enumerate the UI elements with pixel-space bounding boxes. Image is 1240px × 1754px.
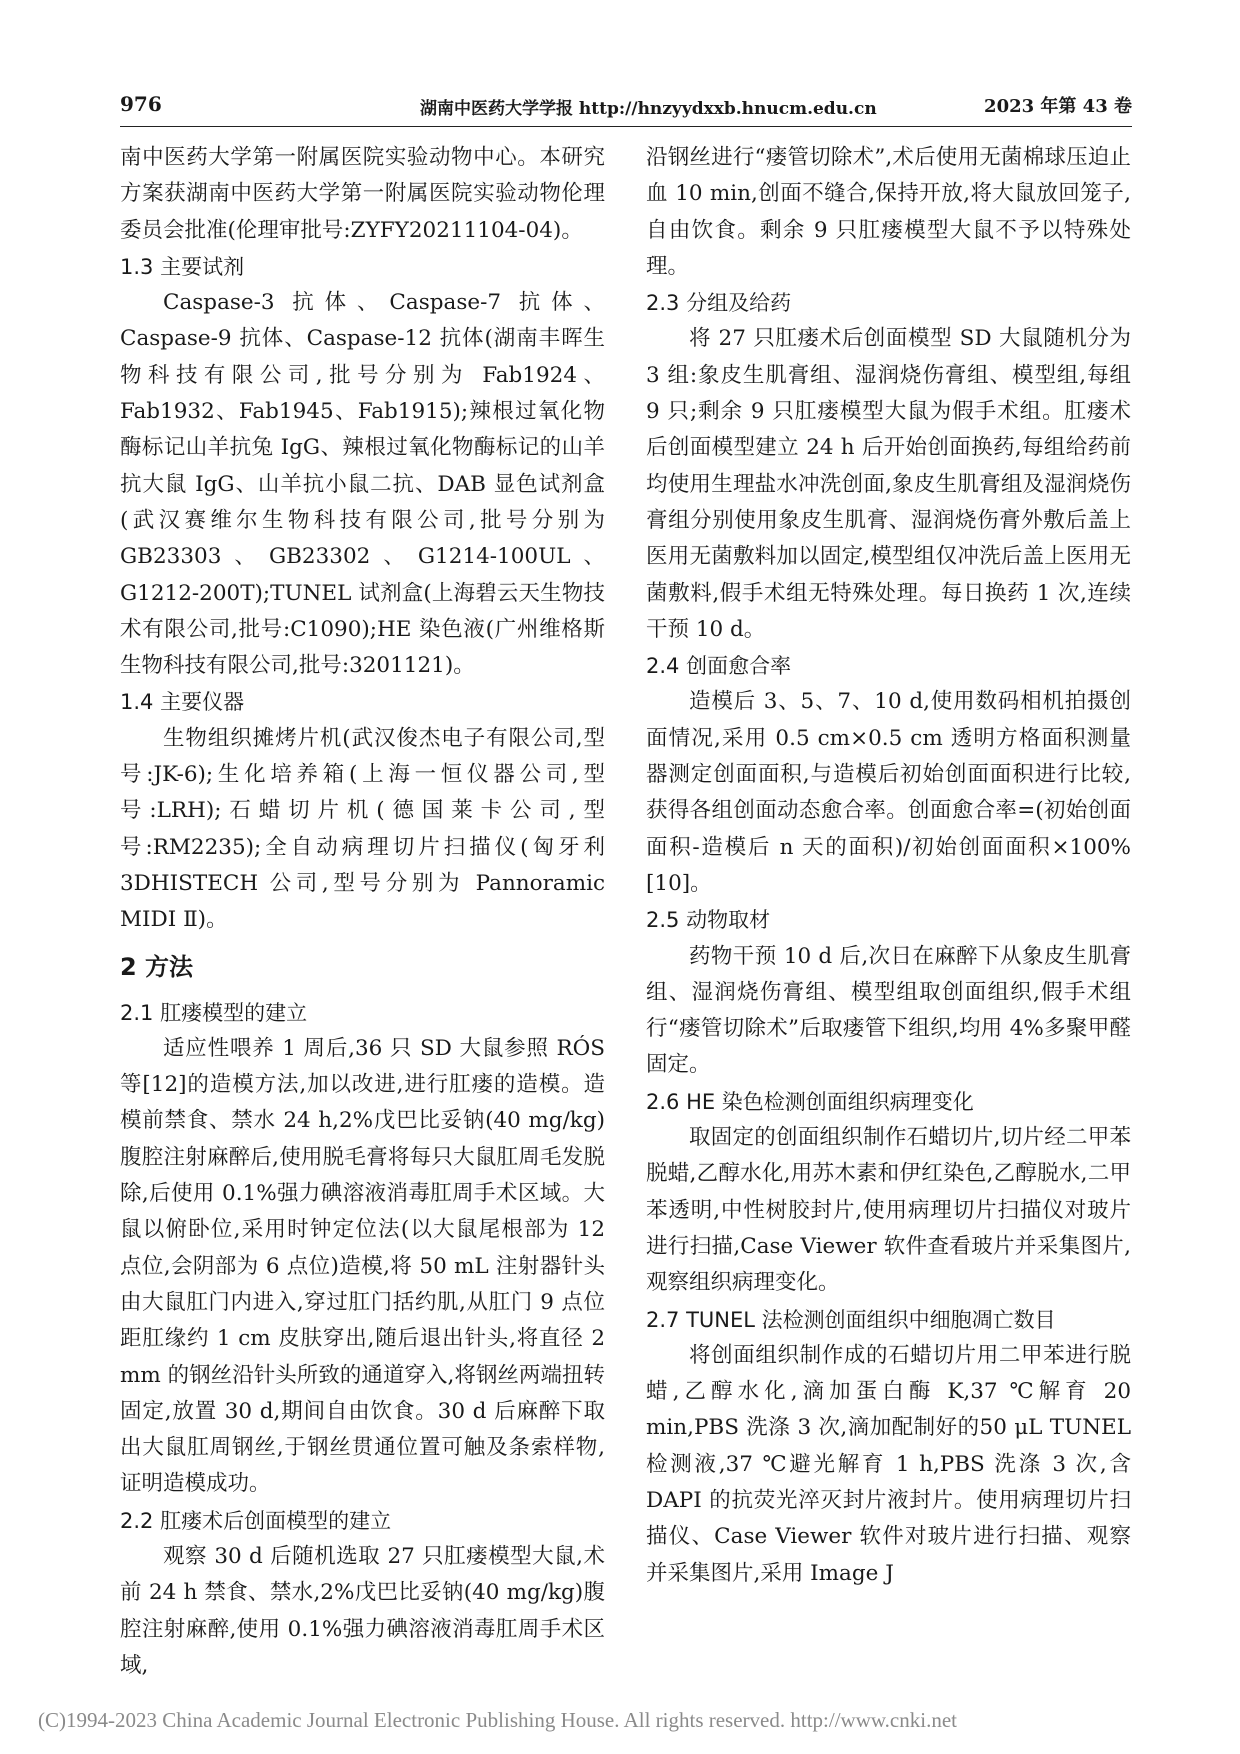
section-heading: 2.7 TUNEL 法检测创面组织中细胞凋亡数目 (646, 1307, 1056, 1332)
section-heading: 1.3 主要试剂 (120, 254, 245, 279)
paragraph: 取固定的创面组织制作石蜡切片,切片经二甲苯脱蜡,乙醇水化,用苏木素和伊红染色,乙醇脱水,二甲苯透明,中性树胶封片,使用病理切片扫描仪对玻片进行扫描,Case Viewer 软件查看玻片并采集图片,观察组织病理变化。 (646, 1125, 1131, 1296)
section-heading: 2.2 肛瘘术后创面模型的建立 (120, 1508, 392, 1533)
header-rule (120, 126, 1132, 127)
section-heading: 2.1 肛瘘模型的建立 (120, 1000, 308, 1025)
paragraph: 药物干预 10 d 后,次日在麻醉下从象皮生肌膏组、湿润烧伤膏组、模型组取创面组织,假手术组行“瘘管切除术”后取瘘管下组织,均用 4%多聚甲醛固定。 (646, 943, 1131, 1078)
paragraph: 生物组织摊烤片机(武汉俊杰电子有限公司,型号:JK-6);生化培养箱(上海一恒仪器公司,型号:LRH);石蜡切片机(德国莱卡公司,型号:RM2235);全自动病理切片扫描仪(匈牙利3DHISTECH 公司,型号分别为 Pannoramic MIDI Ⅱ)。 (120, 725, 605, 933)
paragraph: 观察 30 d 后随机选取 27 只肛瘘模型大鼠,术前 24 h 禁食、禁水,2%戊巴比妥钠(40 mg/kg)腹腔注射麻醉,使用 0.1%强力碘溶液消毒肛周手术区域, (120, 1543, 605, 1678)
section-heading: 2.4 创面愈合率 (646, 654, 792, 679)
section-heading: 2.3 分组及给药 (646, 291, 792, 316)
paragraph: 沿钢丝进行“瘘管切除术”,术后使用无菌棉球压迫止血 10 min,创面不缝合,保持开放,将大鼠放回笼子,自由饮食。剩余 9 只肛瘘模型大鼠不予以特殊处理。 (646, 145, 1131, 279)
right-column (646, 140, 1131, 1592)
paragraph: 造模后 3、5、7、10 d,使用数码相机拍摄创面情况,采用 0.5 cm×0.5 cm 透明方格面积测量器测定创面面积,与造模后初始创面面积进行比较,获得各组创面动态愈合率。创面愈合率=(初始创面面积-造模后 n 天的面积)/初始创面面积×100%[10]。 (646, 689, 1131, 896)
section-heading: 1.4 主要仪器 (120, 690, 245, 715)
paragraph: 适应性喂养 1 周后,36 只 SD 大鼠参照 RÓS 等[12]的造模方法,加以改进,进行肛瘘的造模。造模前禁食、禁水 24 h,2%戊巴比妥钠(40 mg/kg)腹腔注射麻醉后,使用脱毛膏将每只大鼠肛周毛发脱除,后使用 0.1%强力碘溶液消毒肛周手术区域。大鼠以俯卧位,采用时钟定位法(以大鼠尾根部为 12 点位,会阴部为 6 点位)造模,将 50 mL 注射器针头由大鼠肛门内进入,穿过肛门括约肌,从肛门 9 点位距肛缘约 1 cm 皮肤穿出,随后退出针头,将直径 2 mm 的钢丝沿针头所致的通道穿入,将钢丝两端扭转固定,放置 30 d,期间自由饮食。30 d 后麻醉下取出大鼠肛周钢丝,于钢丝贯通位置可触及条索样物,证明造模成功。 (120, 1035, 605, 1497)
page-header (120, 92, 1132, 128)
journal-title: 湖南中医药大学学报 http://hnzyydxxb.hnucm.edu.cn (420, 99, 877, 119)
paragraph: 将创面组织制作成的石蜡切片用二甲苯进行脱蜡,乙醇水化,滴加蛋白酶 K,37 ℃解育 20 min,PBS 洗涤 3 次,滴加配制好的50 μL TUNEL 检测液,37 ℃避光解育 1 h,PBS 洗涤 3 次,含 DAPI 的抗荧光淬灭封片液封片。使用病理切片扫描仪、Case Viewer 软件对玻片进行扫描、观察并采集图片,采用 Image J (646, 1342, 1131, 1586)
section-heading: 2.5 动物取材 (646, 908, 771, 933)
paragraph: Caspase-3 抗体、Caspase-7 抗体、Caspase-9 抗体、Caspase-12 抗体(湖南丰晖生物科技有限公司,批号分别为 Fab1924、Fab1932、Fab1945、Fab1915);辣根过氧化物酶标记山羊抗兔 IgG、辣根过氧化物酶标记的山羊抗大鼠 IgG、山羊抗小鼠二抗、DAB 显色试剂盒(武汉赛维尔生物科技有限公司,批号分别为 GB23303、GB23302、G1214-100UL、G1212-200T);TUNEL 试剂盒(上海碧云天生物技术有限公司,批号:C1090);HE 染色液(广州维格斯生物科技有限公司,批号:3201121)。 (120, 290, 605, 679)
paragraph: 将 27 只肛瘘术后创面模型 SD 大鼠随机分为 3 组:象皮生肌膏组、湿润烧伤膏组、模型组,每组 9 只;剩余 9 只肛瘘模型大鼠为假手术组。肛瘘术后创面模型建立 24 h 后开始创面换药,每组给药前均使用生理盐水冲洗创面,象皮生肌膏组及湿润烧伤膏组分别使用象皮生肌膏、湿润烧伤膏外敷后盖上医用无菌敷料加以固定,模型组仅冲洗后盖上医用无菌敷料,假手术组无特殊处理。每日换药 1 次,连续干预 10 d。 (646, 326, 1131, 642)
page-number: 976 (120, 92, 162, 116)
section-heading: 2.6 HE 染色检测创面组织病理变化 (646, 1089, 974, 1114)
paragraph: 南中医药大学第一附属医院实验动物中心。本研究方案获湖南中医药大学第一附属医院实验动物伦理委员会批准(伦理审批号:ZYFY20211104-04)。 (120, 145, 605, 243)
left-column (120, 140, 605, 1684)
copyright-footer: (C)1994-2023 China Academic Journal Electronic Publishing House. All rights reserved. http://www.cnki.net (38, 1708, 957, 1732)
chapter-heading: 2 方法 (120, 952, 194, 981)
volume-info: 2023 年第 43 卷 (984, 96, 1132, 117)
